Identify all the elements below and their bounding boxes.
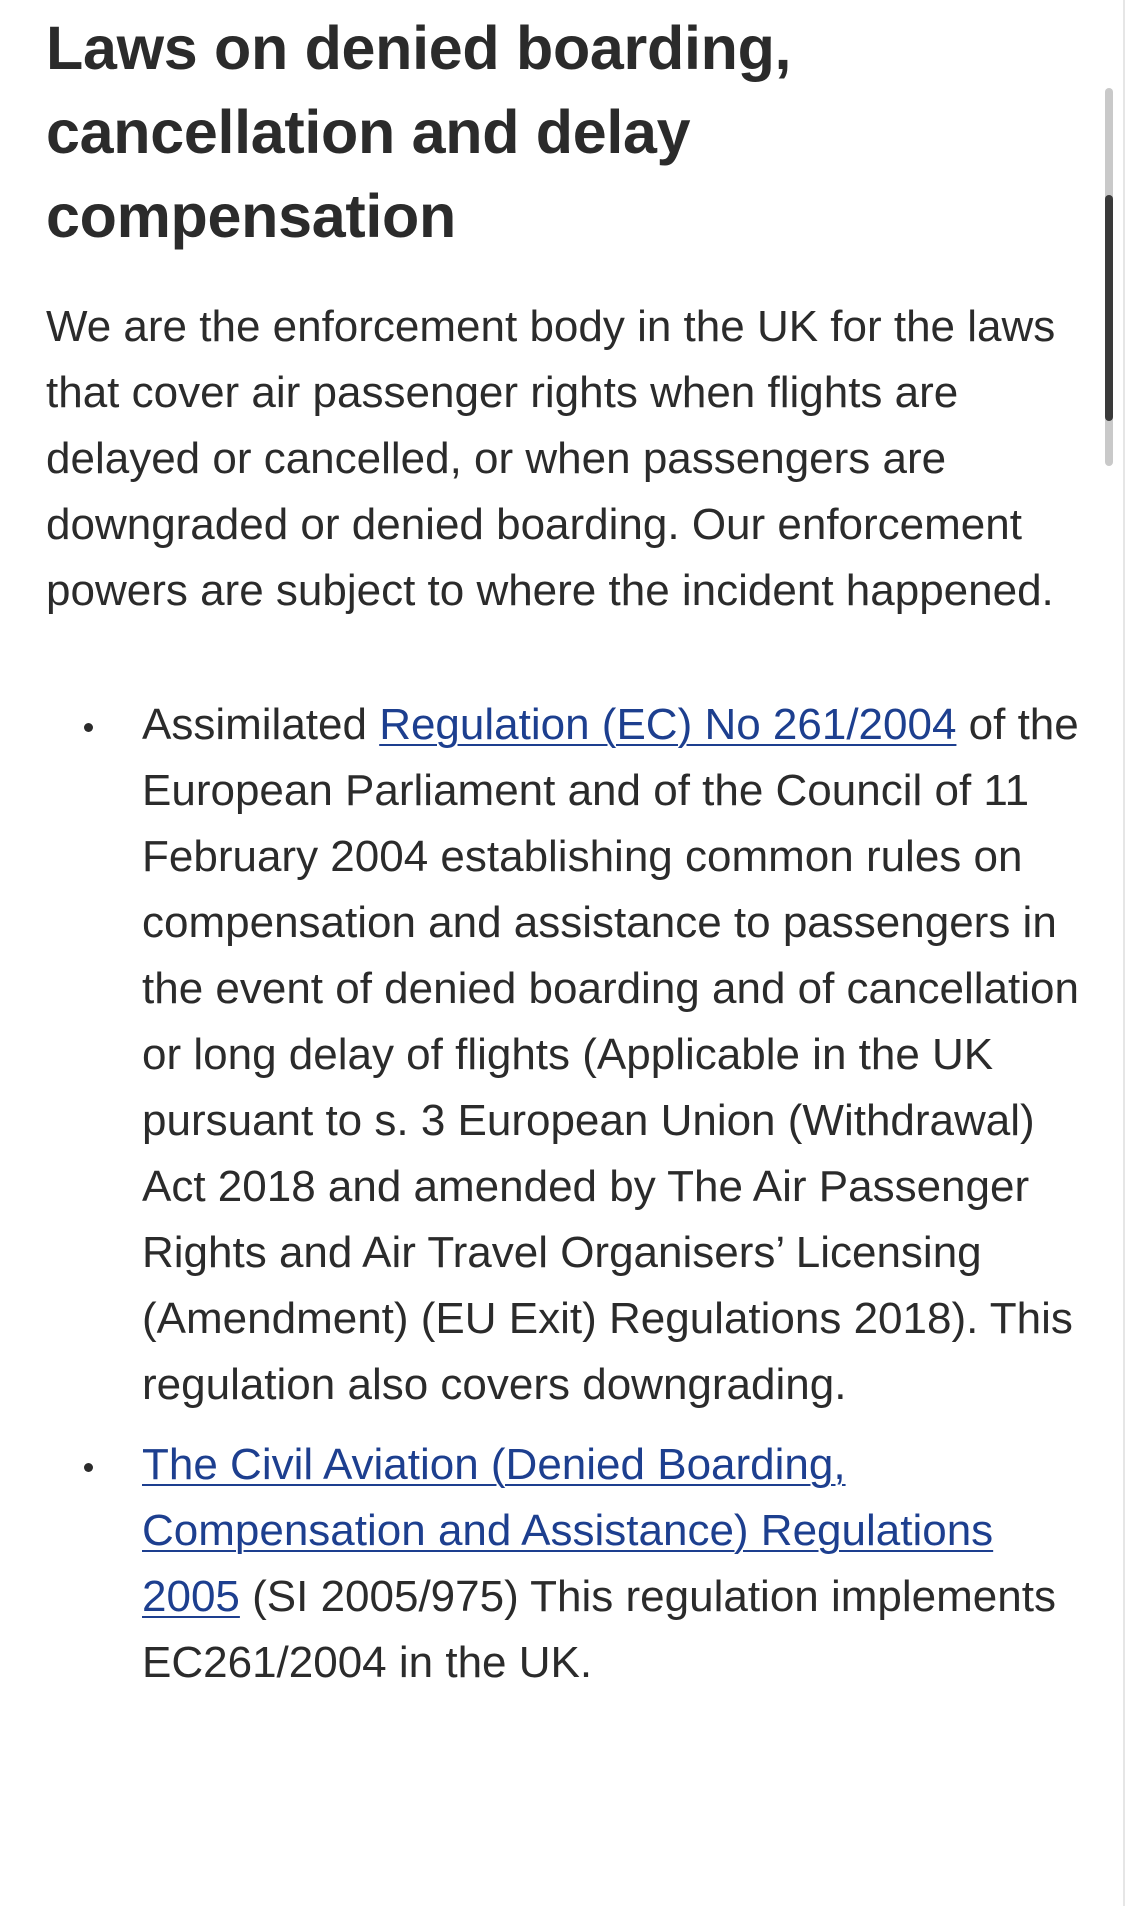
- list-item-prefix: Assimilated: [142, 700, 380, 749]
- bullet-icon: [84, 1463, 93, 1472]
- page-content: [46, 0, 1086, 1696]
- regulation-261-link[interactable]: Regulation (EC) No 261/2004: [379, 700, 957, 749]
- list-item-description: of the European Parliament and of the Council of 11 February 2004 establishing common rules on compensation and assistance to passengers in the event of denied boarding and of cancellation or long delay of flights (Applicable in the UK pursuant to s. 3 European Union (Withdrawal) Act 2018 and amended by The Air Passenger Rights and Air Travel Organisers’ Licensing (Amendment) (EU Exit) Regulations 2018). This regulation also covers downgrading.: [142, 700, 1079, 1409]
- intro-paragraph: We are the enforcement body in the UK for the laws that cover air passenger rights when flights are delayed or cancelled, or when passengers are downgraded or denied boarding. Our enforcement powers are subject to where the incident happened.: [46, 302, 1056, 615]
- page-title: Laws on denied boarding, cancellation and delay compensation: [46, 14, 792, 250]
- list-item-description: (SI 2005/975) This regulation implements EC261/2004 in the UK.: [142, 1572, 1056, 1687]
- list-item-civil-aviation-regulations: [46, 1432, 1086, 1696]
- civil-aviation-regulations-link[interactable]: The Civil Aviation (Denied Boarding, Compensation and Assistance) Regulations 2005: [142, 1440, 994, 1621]
- scrollbar-thumb[interactable]: [1105, 195, 1113, 421]
- list-item-regulation-261: [46, 692, 1086, 1418]
- bullet-icon: [84, 723, 93, 732]
- laws-list: [46, 692, 1086, 1696]
